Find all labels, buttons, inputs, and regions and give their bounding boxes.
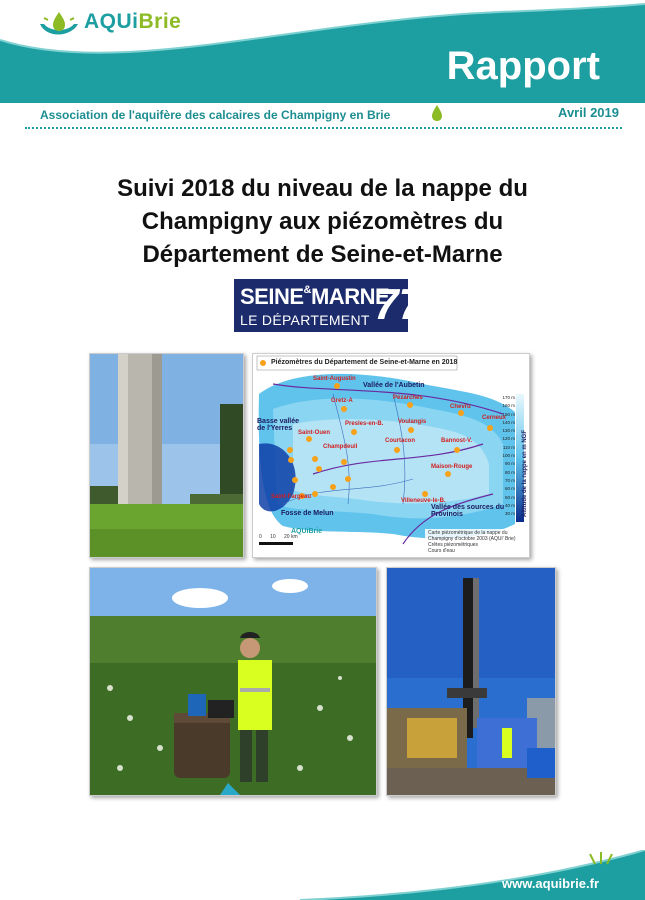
station-label: Saint-Augustin (313, 376, 356, 382)
photo-water-tower (89, 353, 244, 558)
map-logo: AQUiBrie (291, 528, 323, 535)
logo-word-part1: AQUi (84, 10, 139, 33)
station-label: Saint-Ouen (298, 430, 331, 436)
photo-drilling-rig (386, 567, 556, 796)
map-title: Piézomètres du Département de Seine-et-Marne en 2018 (271, 359, 458, 366)
department-logo-number: 77 (374, 280, 423, 329)
sprout-icon (586, 850, 616, 868)
title-line-2: Champigny aux piézomètres du (141, 208, 504, 235)
piezometer-map (252, 353, 530, 558)
report-date: Avril 2019 (558, 105, 619, 120)
station-label: Gretz-A (331, 398, 353, 404)
map-label-yerres: Basse vallée de l'Yerres (257, 418, 300, 432)
title-line-3: Département de Seine-et-Marne (142, 241, 503, 268)
logo-wordmark (84, 10, 181, 34)
map-axis-label: Altitude de la nappe en m NGF (522, 429, 528, 517)
map-scale-ticks: 170 m 160 m 150 m 140 m 130 m 120 m 110 m 100 m 90 m 80 m 70 m 60 m 50 m 40 m 30 m (502, 395, 515, 517)
photo-technician-field (89, 567, 377, 796)
logo-word-part2: Brie (138, 10, 182, 33)
association-name: Association de l'aquifère des calcaires de Champigny en Brie (40, 108, 391, 122)
department-logo-line1: SEINE&MARNE (240, 284, 390, 309)
map-legend: Carte piézométrique de la nappe du Champigny d'octobre 2003 (AQUi' Brie) Crêtes piézométriques Cours d'eau (428, 530, 516, 554)
station-label: Villeneuve-le-B. (401, 498, 446, 504)
station-label: Courtacon (385, 438, 415, 444)
aquibrie-logo-icon (36, 8, 82, 44)
footer-website-url[interactable]: www.aquibrie.fr (501, 876, 599, 891)
station-label: Cerneux (482, 415, 507, 421)
station-label: Champdeuil (323, 444, 358, 450)
station-label: Bannost-V. (441, 438, 473, 444)
station-label: Voulangis (398, 419, 427, 425)
station-label: Saint-Fargeau (271, 494, 312, 500)
station-label: Maison-Rouge (431, 464, 473, 470)
map-label-aubetin: Vallée de l'Aubetin (363, 382, 425, 389)
map-label-melun: Fosse de Melun (281, 510, 334, 517)
title-line-1: Suivi 2018 du niveau de la nappe du (117, 175, 528, 202)
header-divider (25, 127, 622, 129)
document-type-title: Rapport (446, 44, 600, 88)
station-label: Presles-en-B. (345, 421, 384, 427)
report-title (40, 172, 605, 271)
department-logo-line2: LE DÉPARTEMENT (240, 312, 370, 328)
map-label-provinois: Vallée des sources du Provinois (431, 504, 505, 518)
water-drop-icon (430, 104, 444, 122)
station-label: Pézarches (393, 395, 423, 401)
station-label: Chevru (450, 404, 471, 410)
map-scale-bar: 0 10 20 km (259, 534, 298, 540)
